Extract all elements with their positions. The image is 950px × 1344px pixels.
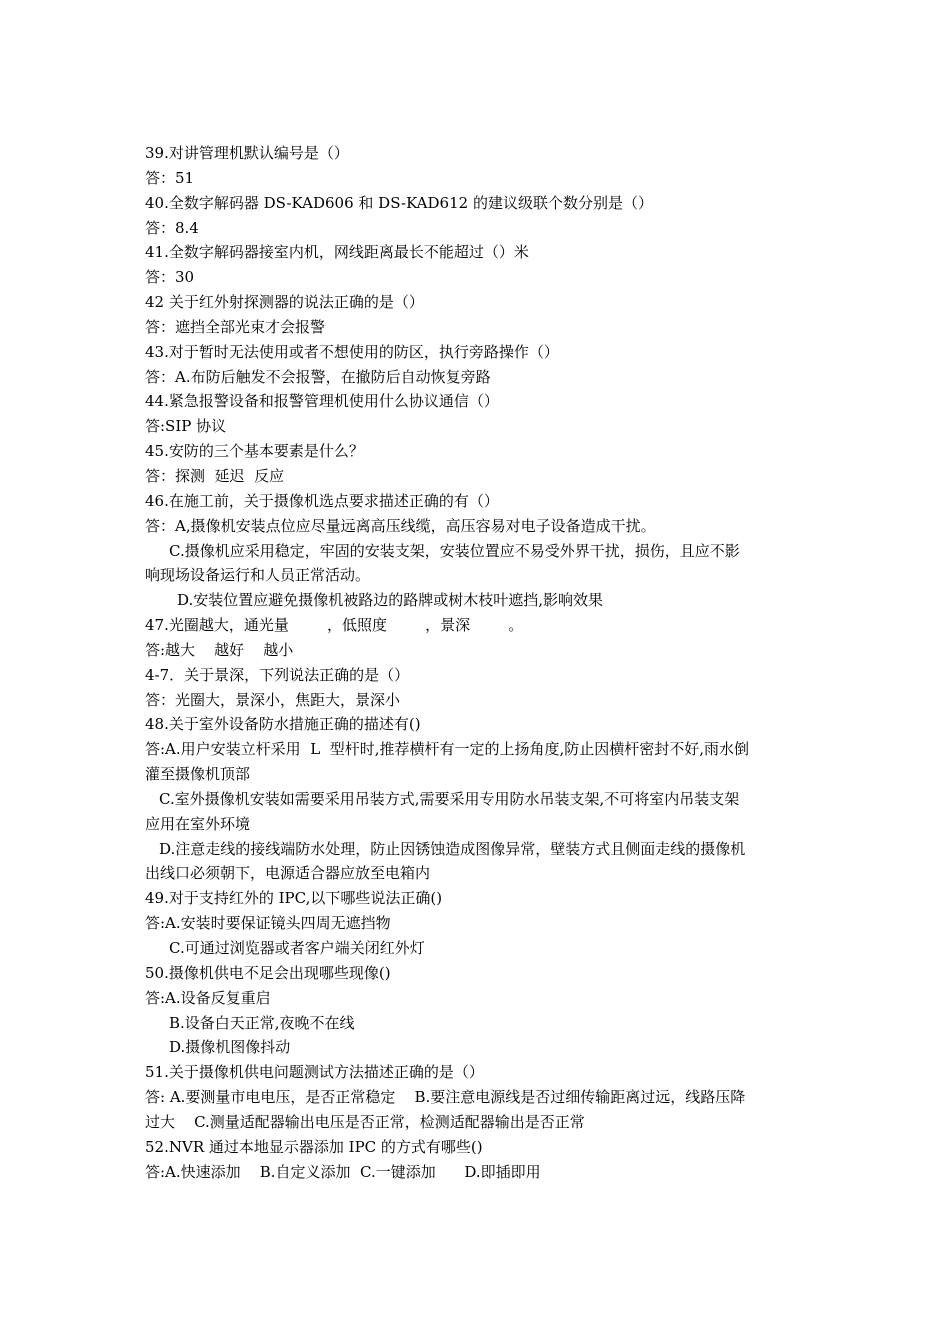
question-40: 40.全数字解码器 DS-KAD606 和 DS-KAD612 的建议级联个数分别是（） (145, 193, 653, 212)
question-42: 42 关于红外射探测器的说法正确的是（） (145, 293, 424, 312)
question-39: 39.对讲管理机默认编号是（） (145, 144, 349, 162)
question-4-7: 4-7．关于景深，下列说法正确的是（） (145, 665, 410, 684)
answer-46-a: 答：A,摄像机安装点位应尽量远离高压线缆，高压容易对电子设备造成干扰。 (145, 516, 656, 535)
question-46: 46.在施工前，关于摄像机选点要求描述正确的有（） (145, 491, 499, 510)
answer-49-a: 答:A.安装时要保证镜头四周无遮挡物 (145, 914, 391, 933)
question-49: 49.对于支持红外的 IPC,以下哪些说法正确() (145, 889, 443, 908)
question-44: 44.紧急报警设备和报警管理机使用什么协议通信（） (145, 392, 499, 411)
answer-47: 答:越大 越好 越小 (145, 640, 294, 659)
question-47: 47.光圈越大，通光量 ，低照度 ，景深 。 (145, 616, 524, 635)
answer-49-c: C.可通过浏览器或者客户端关闭红外灯 (169, 939, 425, 957)
answer-46-d: D.安装位置应避免摄像机被路边的路牌或树木枝叶遮挡,影响效果 (177, 591, 604, 610)
answer-48-d-cont: 出线口必须朝下，电源适合器应放至电箱内 (145, 864, 431, 883)
answer-48-c-cont: 应用在室外环境 (145, 814, 251, 833)
answer-50-d: D.摄像机图像抖动 (169, 1038, 291, 1057)
question-51: 51.关于摄像机供电问题测试方法描述正确的是（） (145, 1063, 484, 1082)
answer-46-c-cont: 响现场设备运行和人员正常活动。 (145, 566, 371, 585)
answer-48-a: 答:A.用户安装立杆采用 L 型杆时,推荐横杆有一定的上扬角度,防止因横杆密封不好,雨水倒 (145, 740, 749, 759)
question-45: 45.安防的三个基本要素是什么？ (145, 442, 364, 461)
answer-51-cont: 过大 C.测量适配器输出电压是否正常，检测适配器输出是否正常 (145, 1112, 585, 1131)
answer-46-c: C.摄像机应采用稳定，牢固的安装支架，安装位置应不易受外界干扰，损伤，且应不影 (169, 541, 740, 560)
question-43: 43.对于暂时无法使用或者不想使用的防区，执行旁路操作（） (145, 342, 559, 361)
document-page (145, 141, 810, 1184)
answer-52: 答:A.快速添加 B.自定义添加 C.一键添加 D.即插即用 (145, 1162, 541, 1181)
answer-43: 答：A.布防后触发不会报警，在撤防后自动恢复旁路 (145, 367, 491, 386)
answer-45: 答：探测 延迟 反应 (145, 466, 285, 485)
answer-4-7: 答：光圈大，景深小，焦距大，景深小 (145, 690, 401, 709)
answer-50-b: B.设备白天正常,夜晚不在线 (169, 1013, 355, 1032)
question-52: 52.NVR 通过本地显示器添加 IPC 的方式有哪些() (145, 1137, 483, 1156)
answer-48-d: D.注意走线的接线端防水处理，防止因锈蚀造成图像异常，壁装方式且侧面走线的摄像机 (159, 839, 746, 858)
answer-51: 答: A.要测量市电电压，是否正常稳定 B.要注意电源线是否过细传输距离过远，线路压降 (145, 1088, 746, 1107)
answer-44: 答:SIP 协议 (145, 417, 227, 436)
answer-40: 答：8.4 (145, 218, 199, 237)
answer-50-a: 答:A.设备反复重启 (145, 988, 271, 1007)
question-48: 48.关于室外设备防水措施正确的描述有() (145, 715, 421, 734)
question-41: 41.全数字解码器接室内机，网线距离最长不能超过（）米 (145, 243, 529, 262)
question-50: 50.摄像机供电不足会出现哪些现像() (145, 963, 391, 982)
answer-48-a-cont: 灌至摄像机顶部 (145, 765, 251, 784)
answer-42: 答：遮挡全部光束才会报警 (145, 317, 326, 336)
answer-48-c: C.室外摄像机安装如需要采用吊装方式,需要采用专用防水吊装支架,不可将室内吊装支架 (159, 789, 740, 808)
answer-41: 答：30 (145, 268, 195, 287)
answer-39: 答：51 (145, 168, 195, 187)
